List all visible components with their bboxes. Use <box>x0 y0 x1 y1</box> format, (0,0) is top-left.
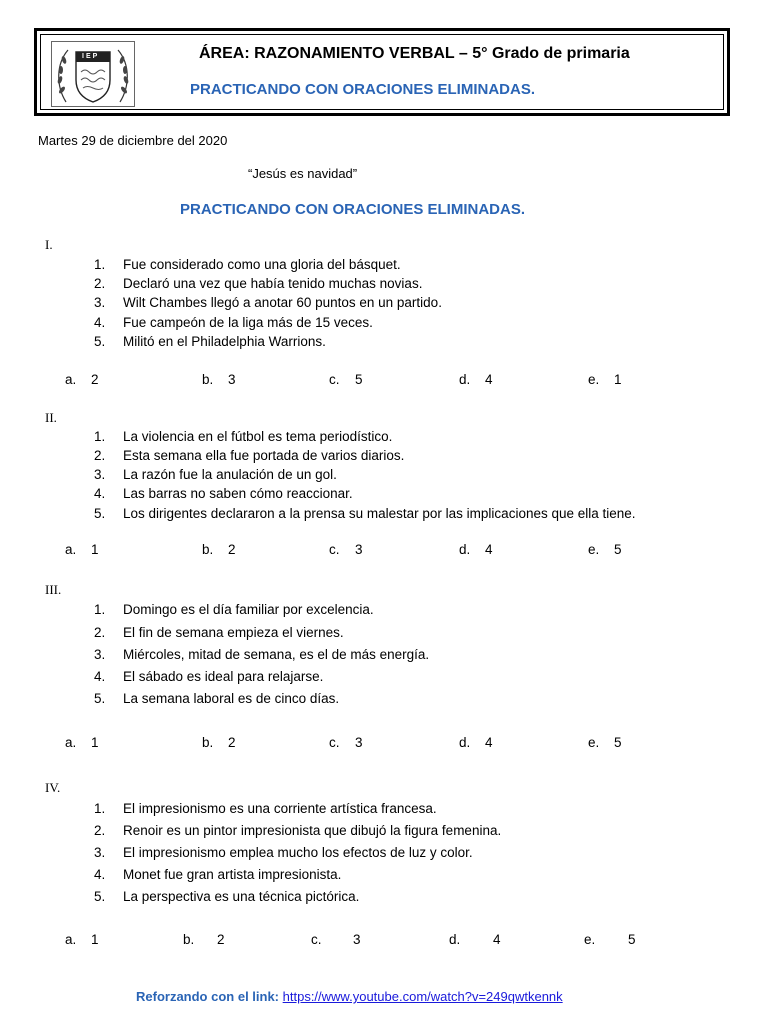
item-number: 2. <box>94 276 106 291</box>
option-value: 4 <box>485 542 493 557</box>
item-number: 2. <box>94 448 106 463</box>
item-text: Esta semana ella fue portada de varios diarios. <box>123 448 405 463</box>
item-text: La perspectiva es una técnica pictórica. <box>123 889 360 904</box>
item-number: 3. <box>94 467 106 482</box>
list-item <box>94 448 404 463</box>
item-number: 4. <box>94 486 106 501</box>
list-item <box>94 295 442 310</box>
option-value: 1 <box>91 542 99 557</box>
item-number: 1. <box>94 429 106 444</box>
option-letter: a. <box>65 932 77 947</box>
list-item <box>94 467 337 482</box>
item-number: 3. <box>94 845 106 860</box>
option-letter: e. <box>584 932 596 947</box>
item-text: Fue campeón de la liga más de 15 veces. <box>123 315 373 330</box>
answer-option <box>65 372 99 387</box>
footer <box>136 989 563 1004</box>
answer-option <box>329 542 363 557</box>
option-letter: b. <box>202 542 214 557</box>
list-item <box>94 276 422 291</box>
answer-option <box>459 542 493 557</box>
item-text: Wilt Chambes llegó a anotar 60 puntos en un partido. <box>123 295 442 310</box>
item-text: Fue considerado como una gloria del básquet. <box>123 257 401 272</box>
item-text: Militó en el Philadelphia Warrions. <box>123 334 326 349</box>
item-text: La semana laboral es de cinco días. <box>123 691 340 706</box>
option-value: 1 <box>91 735 99 750</box>
list-item <box>94 486 353 501</box>
list-item <box>94 429 392 444</box>
answer-option <box>311 932 361 947</box>
option-value: 5 <box>614 542 622 557</box>
section-numeral: II. <box>45 410 57 425</box>
item-number: 1. <box>94 602 106 617</box>
option-value: 3 <box>355 735 363 750</box>
item-number: 3. <box>94 647 106 662</box>
option-letter: c. <box>311 932 322 947</box>
answer-option <box>459 372 493 387</box>
option-letter: d. <box>459 542 471 557</box>
option-letter: b. <box>183 932 195 947</box>
item-text: Los dirigentes declararon a la prensa su malestar por las implicaciones que ella tiene. <box>123 506 636 521</box>
answer-option <box>202 542 236 557</box>
option-value: 2 <box>228 735 236 750</box>
section-numeral: IV. <box>45 780 61 795</box>
item-text: Renoir es un pintor impresionista que dibujó la figura femenina. <box>123 823 502 838</box>
item-text: Miércoles, mitad de semana, es el de más energía. <box>123 647 430 662</box>
item-number: 4. <box>94 669 106 684</box>
option-letter: e. <box>588 372 600 387</box>
item-number: 1. <box>94 801 106 816</box>
item-number: 5. <box>94 691 106 706</box>
list-item <box>94 625 344 640</box>
option-letter: b. <box>202 735 214 750</box>
page-title: PRACTICANDO CON ORACIONES ELIMINADAS. <box>180 201 526 218</box>
answer-option <box>584 932 636 947</box>
answer-option <box>449 932 501 947</box>
option-value: 4 <box>493 932 501 947</box>
answer-option <box>329 372 363 387</box>
youtube-link[interactable]: https://www.youtube.com/watch?v=249qwtkennk <box>282 989 563 1004</box>
answer-option <box>65 735 99 750</box>
answer-option <box>588 542 622 557</box>
item-text: Declaró una vez que había tenido muchas novias. <box>123 276 423 291</box>
option-letter: c. <box>329 372 340 387</box>
option-letter: d. <box>459 372 471 387</box>
item-number: 2. <box>94 625 106 640</box>
answer-option <box>588 372 622 387</box>
item-number: 4. <box>94 315 106 330</box>
option-letter: e. <box>588 735 600 750</box>
option-letter: c. <box>329 735 340 750</box>
item-number: 2. <box>94 823 106 838</box>
school-logo-icon <box>51 41 135 107</box>
list-item <box>94 257 401 272</box>
option-letter: a. <box>65 542 77 557</box>
option-letter: d. <box>459 735 471 750</box>
section-numeral: I. <box>45 237 53 252</box>
item-text: El fin de semana empieza el viernes. <box>123 625 344 640</box>
item-text: Las barras no saben cómo reaccionar. <box>123 486 353 501</box>
section-numeral: III. <box>45 582 62 597</box>
item-text: La razón fue la anulación de un gol. <box>123 467 337 482</box>
option-letter: a. <box>65 372 77 387</box>
item-number: 5. <box>94 334 106 349</box>
list-item <box>94 647 429 662</box>
option-value: 5 <box>614 735 622 750</box>
item-number: 4. <box>94 867 106 882</box>
item-number: 3. <box>94 295 106 310</box>
header-subtitle: PRACTICANDO CON ORACIONES ELIMINADAS. <box>190 81 536 98</box>
option-value: 1 <box>91 932 99 947</box>
answer-option <box>65 932 99 947</box>
list-item <box>94 845 473 860</box>
list-item <box>94 823 501 838</box>
option-value: 4 <box>485 735 493 750</box>
option-letter: d. <box>449 932 461 947</box>
date-line: Martes 29 de diciembre del 2020 <box>38 133 228 148</box>
item-number: 5. <box>94 889 106 904</box>
answer-option <box>202 735 236 750</box>
answer-option <box>459 735 493 750</box>
option-letter: a. <box>65 735 77 750</box>
option-value: 4 <box>485 372 493 387</box>
option-value: 3 <box>228 372 236 387</box>
footer-label: Reforzando con el link: <box>136 989 280 1004</box>
list-item <box>94 669 323 684</box>
item-text: El sábado es ideal para relajarse. <box>123 669 324 684</box>
item-text: La violencia en el fútbol es tema periodístico. <box>123 429 393 444</box>
list-item <box>94 889 359 904</box>
list-item <box>94 801 437 816</box>
option-value: 5 <box>628 932 636 947</box>
item-text: El impresionismo es una corriente artística francesa. <box>123 801 437 816</box>
list-item <box>94 315 373 330</box>
option-value: 1 <box>614 372 622 387</box>
answer-option <box>183 932 225 947</box>
option-value: 2 <box>91 372 99 387</box>
item-text: Monet fue gran artista impresionista. <box>123 867 342 882</box>
answer-option <box>65 542 99 557</box>
answer-option <box>202 372 236 387</box>
item-text: El impresionismo emplea mucho los efectos de luz y color. <box>123 845 473 860</box>
list-item <box>94 867 341 882</box>
option-value: 5 <box>355 372 363 387</box>
option-letter: e. <box>588 542 600 557</box>
item-number: 1. <box>94 257 106 272</box>
item-text: Domingo es el día familiar por excelencia. <box>123 602 374 617</box>
option-value: 2 <box>217 932 225 947</box>
quote: “Jesús es navidad” <box>248 166 358 181</box>
option-value: 2 <box>228 542 236 557</box>
option-letter: c. <box>329 542 340 557</box>
answer-option <box>588 735 622 750</box>
option-value: 3 <box>355 542 363 557</box>
list-item <box>94 334 326 349</box>
list-item <box>94 506 636 521</box>
header-box <box>34 28 730 116</box>
header-title: ÁREA: RAZONAMIENTO VERBAL – 5° Grado de primaria <box>199 45 630 62</box>
option-letter: b. <box>202 372 214 387</box>
option-value: 3 <box>353 932 361 947</box>
list-item <box>94 602 374 617</box>
list-item <box>94 691 339 706</box>
answer-option <box>329 735 363 750</box>
logo-text: IEP <box>82 53 100 60</box>
item-number: 5. <box>94 506 106 521</box>
